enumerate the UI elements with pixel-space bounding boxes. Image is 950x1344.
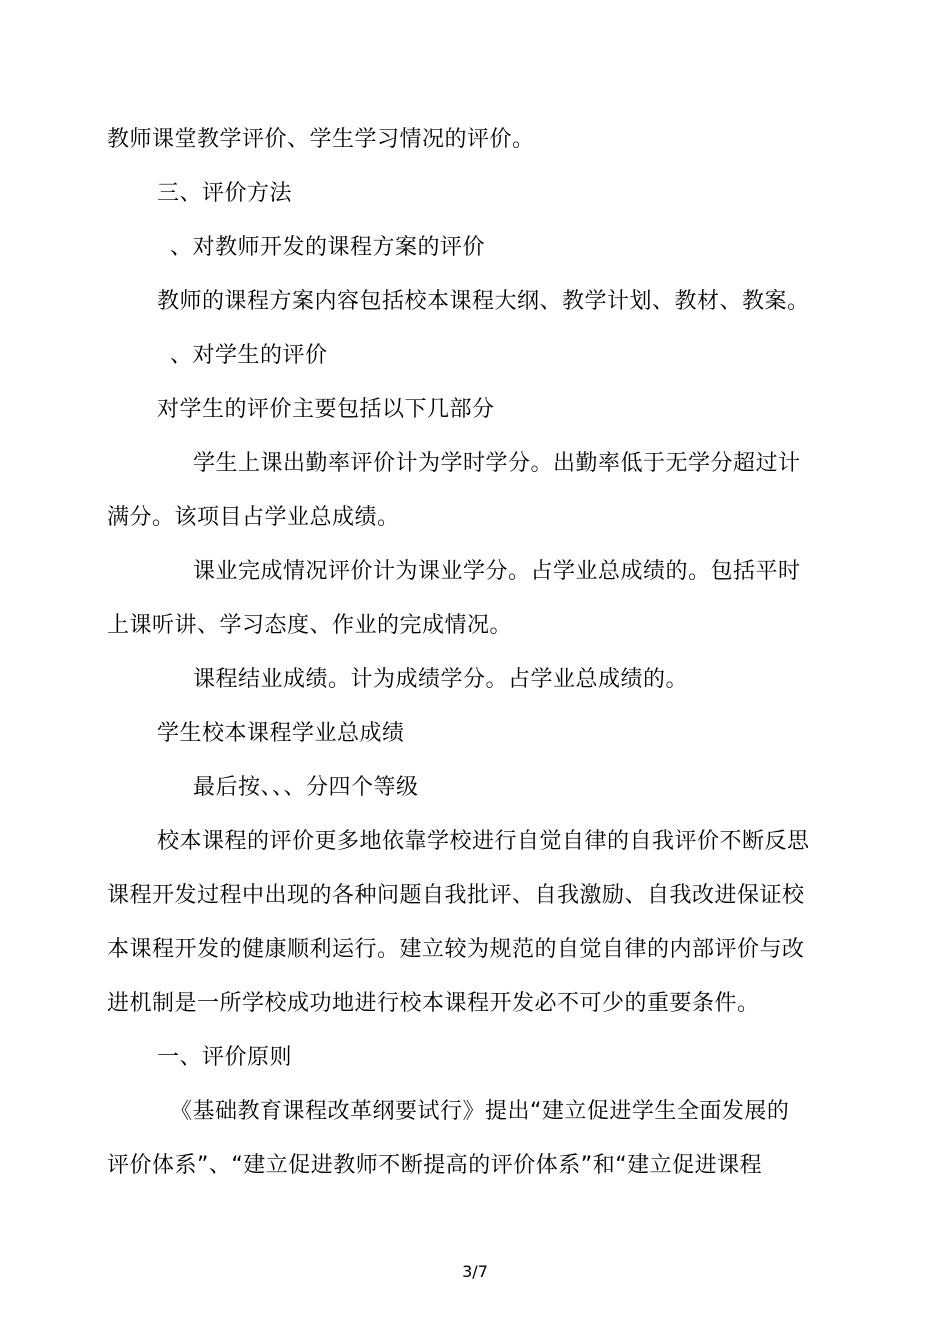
text-line: 《基础教育课程改革纲要试行》提出“建立促进学生全面发展的 [170,1099,790,1124]
text-line: 课业完成情况评价计为课业学分。占学业总成绩的。包括平时 [193,559,801,584]
text-line: 学生校本课程学业总成绩 [157,721,405,746]
text-line: 教师课堂教学评价、学生学习情况的评价。 [107,127,535,152]
text-line: 校本课程的评价更多地依靠学校进行自觉自律的自我评价不断反思 [157,829,810,854]
section-heading: 三、评价方法 [157,181,293,206]
text-line: 最后按、、、分四个等级 [193,775,419,800]
subsection-heading: 、对教师开发的课程方案的评价 [170,235,486,260]
text-line: 本课程开发的健康顺利运行。建立较为规范的自觉自律的内部评价与改 [107,937,805,962]
text-line: 对学生的评价主要包括以下几部分 [157,397,495,422]
text-line: 上课听讲、学习态度、作业的完成情况。 [107,613,513,638]
subsection-heading: 、对学生的评价 [170,343,328,368]
text-line: 评价体系”、“建立促进教师不断提高的评价体系”和“建立促进课程 [107,1153,763,1178]
text-line: 满分。该项目占学业总成绩。 [107,505,400,530]
text-line: 学生上课出勤率评价计为学时学分。出勤率低于无学分超过计 [193,451,801,476]
page-number: 3/7 [462,1262,488,1281]
text-line: 进机制是一所学校成功地进行校本课程开发必不可少的重要条件。 [107,991,760,1016]
text-line: 教师的课程方案内容包括校本课程大纲、教学计划、教材、教案。 [157,289,810,314]
text-line: 课程开发过程中出现的各种问题自我批评、自我激励、自我改进保证校 [107,883,805,908]
text-line: 课程结业成绩。计为成绩学分。占学业总成绩的。 [193,667,689,692]
section-heading: 一、评价原则 [157,1045,293,1070]
